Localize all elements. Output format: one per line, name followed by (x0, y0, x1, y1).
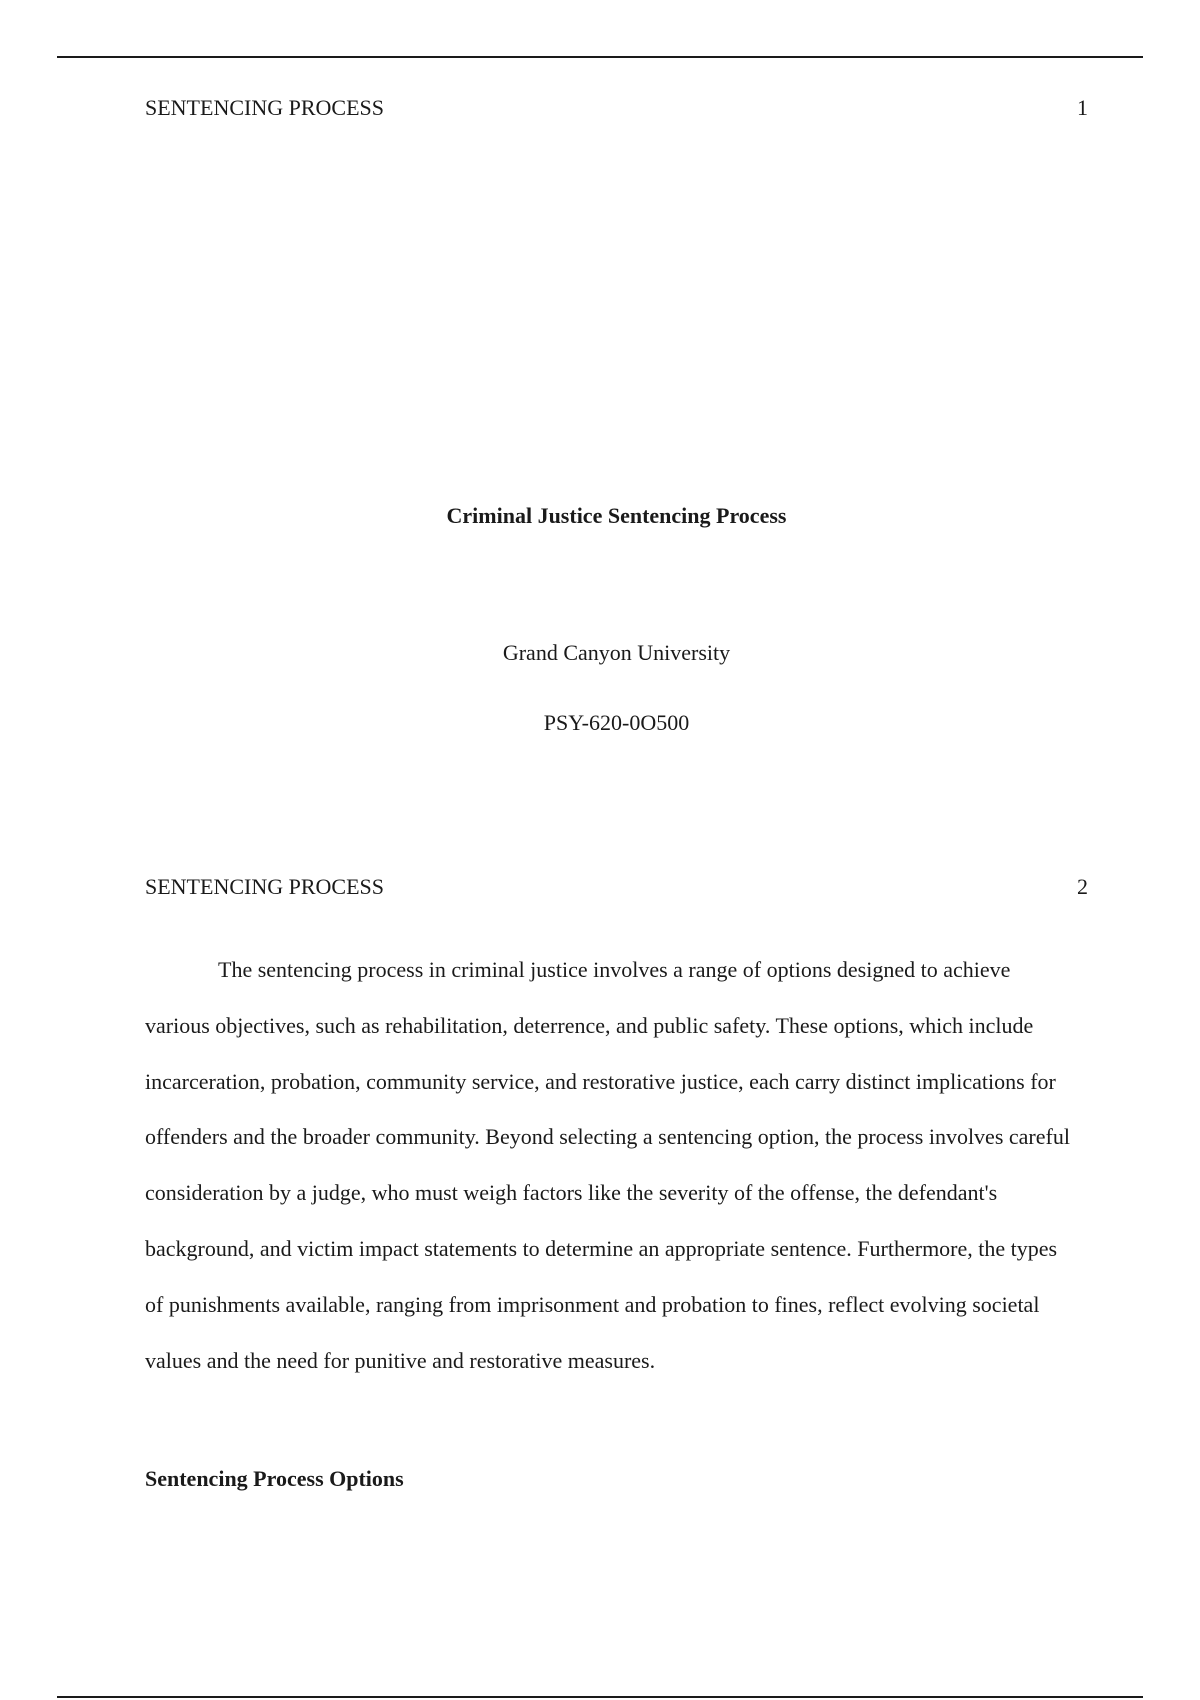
section-heading: Sentencing Process Options (145, 1466, 404, 1491)
page-top-border (57, 56, 1143, 58)
page-number: 2 (1077, 874, 1088, 899)
introduction-paragraph: The sentencing process in criminal justice involves a range of options designed to achieve various objectives, such as rehabilitation, deterrence, and public safety. These options, which include incarceration, probation, community service, and restorative justice, each carry distinct implications for offenders and the broader community. Beyond selecting a sentencing option, the process involves careful consideration by a judge, who must weigh factors like the severity of the offense, the defendant's background, and victim impact statements to determine an appropriate sentence. Furthermore, the types of punishments available, ranging from imprisonment and probation to fines, reflect evolving societal values and the need for punitive and restorative measures. (145, 957, 1070, 1373)
course-code: PSY-620-0O500 (543, 710, 690, 735)
running-header-page-1 (145, 95, 1088, 121)
page-number: 1 (1077, 95, 1088, 120)
page-bottom-border (57, 1696, 1143, 1698)
paper-title: Criminal Justice Sentencing Process (446, 503, 787, 528)
running-head-title: SENTENCING PROCESS (145, 874, 384, 899)
running-head-title: SENTENCING PROCESS (145, 95, 384, 120)
running-header-page-2 (145, 874, 1088, 900)
institution-name: Grand Canyon University (502, 640, 731, 665)
